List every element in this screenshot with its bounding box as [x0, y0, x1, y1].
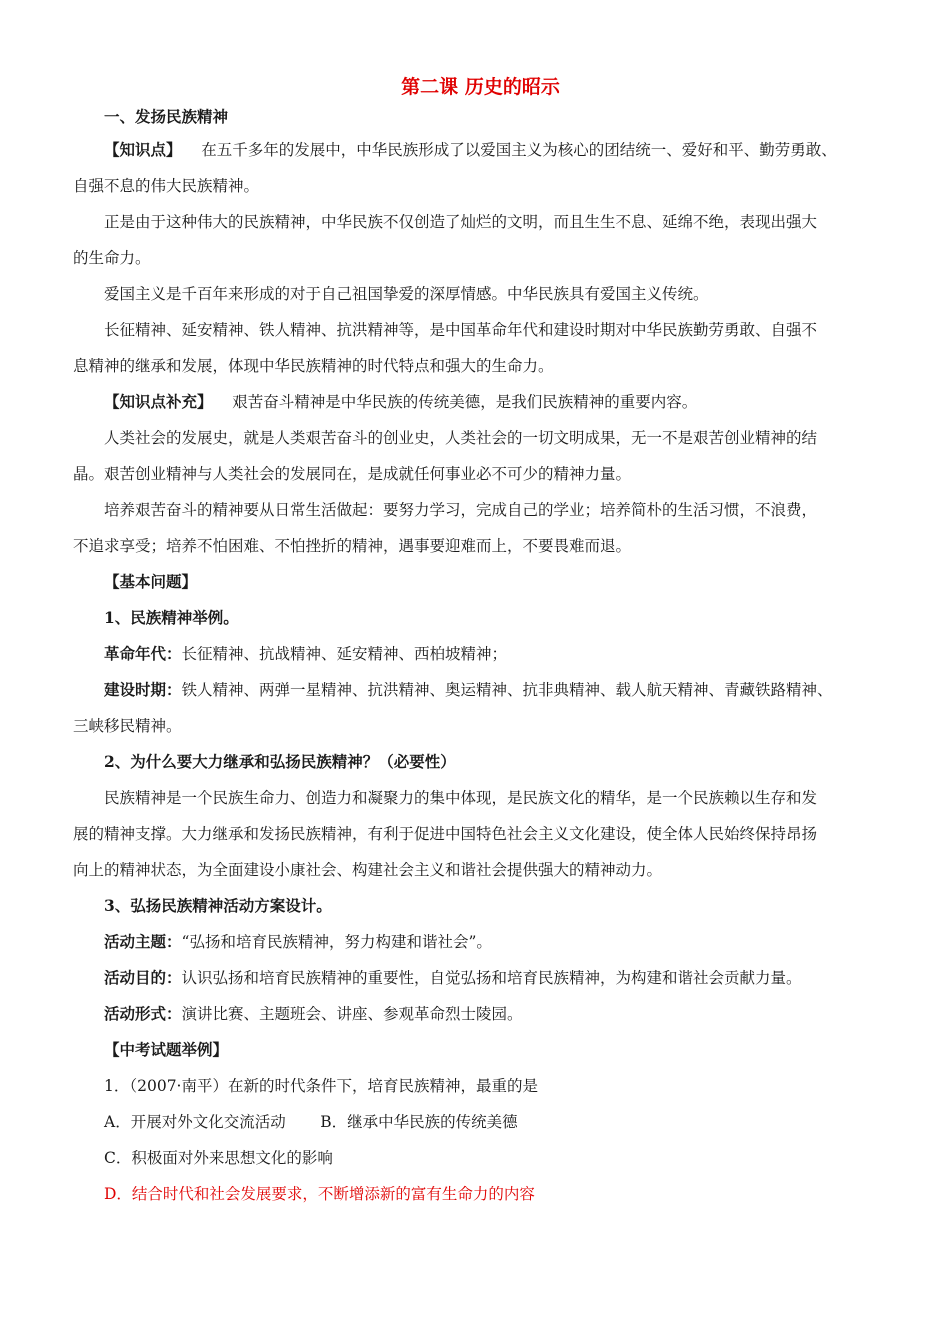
- para-3: 爱国主义是千百年来形成的对于自己祖国挚爱的深厚情感。中华民族具有爱国主义传统。: [104, 285, 709, 303]
- lesson-title-text: 历史的昭示: [464, 76, 560, 98]
- para-7-line-2: 不追求享受；培养不怕困难、不怕挫折的精神，遇事要迎难而上，不要畏难而退。: [73, 537, 632, 555]
- knowledge-point-tag: 【知识点】: [104, 140, 182, 159]
- supplement-tag: 【知识点补充】: [104, 392, 213, 411]
- knowledge-point-line-1: 在五千多年的发展中，中华民族形成了以爱国主义为核心的团结统一、爱好和平、勤劳勇敢、: [201, 141, 837, 159]
- para-7-line-1: 培养艰苦奋斗的精神要从日常生活做起：要努力学习，完成自己的学业；培养简朴的生活习惯，不浪费，: [104, 501, 818, 519]
- activity-form-line: [73, 996, 888, 1032]
- activity-goal-label: 活动目的：: [104, 968, 182, 987]
- supplement-para: [73, 384, 888, 420]
- construction-era-line: [73, 672, 888, 708]
- exam-examples-tag: 【中考试题举例】: [104, 1040, 229, 1059]
- answer-2-line-1: 民族精神是一个民族生命力、创造力和凝聚力的集中体现，是民族文化的精华，是一个民族赖以生存和发: [104, 789, 818, 807]
- revolution-era-label: 革命年代：: [104, 644, 182, 663]
- revolution-era-line: [73, 636, 888, 672]
- option-c: C．积极面对外来思想文化的影响: [104, 1149, 333, 1167]
- revolution-era-text: 长征精神、抗战精神、延安精神、西柏坡精神；: [181, 645, 508, 663]
- para-6-line-1: 人类社会的发展史，就是人类艰苦奋斗的创业史，人类社会的一切文明成果，无一不是艰苦创业精神的结: [104, 429, 818, 447]
- activity-theme-text: “弘扬和培育民族精神，努力构建和谐社会”。: [181, 933, 492, 951]
- question-1-heading: 1、民族精神举例。: [104, 608, 239, 627]
- activity-form-text: 演讲比赛、主题班会、讲座、参观革命烈士陵园。: [181, 1005, 523, 1023]
- option-b: B．继承中华民族的传统美德: [320, 1113, 518, 1131]
- para-6-line-2: 晶。艰苦创业精神与人类社会的发展同在，是成就任何事业必不可少的精神力量。: [73, 465, 632, 483]
- knowledge-point-line-2: 自强不息的伟大民族精神。: [73, 177, 260, 195]
- section-heading-1: 一、发扬民族精神: [104, 107, 229, 126]
- activity-theme-line: [73, 924, 888, 960]
- option-d-answer: D．结合时代和社会发展要求，不断增添新的富有生命力的内容: [104, 1185, 535, 1203]
- para-2-line-1: 正是由于这种伟大的民族精神，中华民族不仅创造了灿烂的文明，而且生生不息、延绵不绝，表现出强大: [104, 213, 818, 231]
- supplement-text: 艰苦奋斗精神是中华民族的传统美德，是我们民族精神的重要内容。: [232, 393, 698, 411]
- option-a: A．开展对外文化交流活动: [104, 1113, 286, 1131]
- construction-era-line-2: 三峡移民精神。: [73, 717, 182, 735]
- activity-form-label: 活动形式：: [104, 1004, 182, 1023]
- activity-theme-label: 活动主题：: [104, 932, 182, 951]
- para-4-line-1: 长征精神、延安精神、铁人精神、抗洪精神等，是中国革命年代和建设时期对中华民族勤劳勇敢、自强不: [104, 321, 818, 339]
- para-2-line-2: 的生命力。: [73, 249, 151, 267]
- answer-2-line-2: 展的精神支撑。大力继承和发扬民族精神，有利于促进中国特色社会主义文化建设，使全体人民始终保持昂扬: [73, 825, 818, 843]
- activity-goal-text: 认识弘扬和培育民族精神的重要性，自觉弘扬和培育民族精神，为构建和谐社会贡献力量。: [181, 969, 802, 987]
- basic-questions-tag: 【基本问题】: [104, 572, 198, 591]
- answer-2-line-3: 向上的精神状态，为全面建设小康社会、构建社会主义和谐社会提供强大的精神动力。: [73, 861, 663, 879]
- question-2-heading: 2、为什么要大力继承和弘扬民族精神？（必要性）: [104, 752, 456, 771]
- lesson-title: [73, 72, 888, 102]
- knowledge-point-para: [73, 132, 888, 168]
- construction-era-label: 建设时期：: [104, 680, 182, 699]
- options-a-b-line: [73, 1104, 888, 1140]
- document-page: [73, 72, 888, 1212]
- lesson-title-number: 第二课: [401, 76, 459, 98]
- construction-era-text: 铁人精神、两弹一星精神、抗洪精神、奥运精神、抗非典精神、载人航天精神、青藏铁路精神、: [181, 681, 833, 699]
- exam-question-1: 1．（2007·南平）在新的时代条件下，培育民族精神，最重的是: [104, 1077, 538, 1095]
- question-3-heading: 3、弘扬民族精神活动方案设计。: [104, 896, 332, 915]
- para-4-line-2: 息精神的继承和发展，体现中华民族精神的时代特点和强大的生命力。: [73, 357, 554, 375]
- activity-goal-line: [73, 960, 888, 996]
